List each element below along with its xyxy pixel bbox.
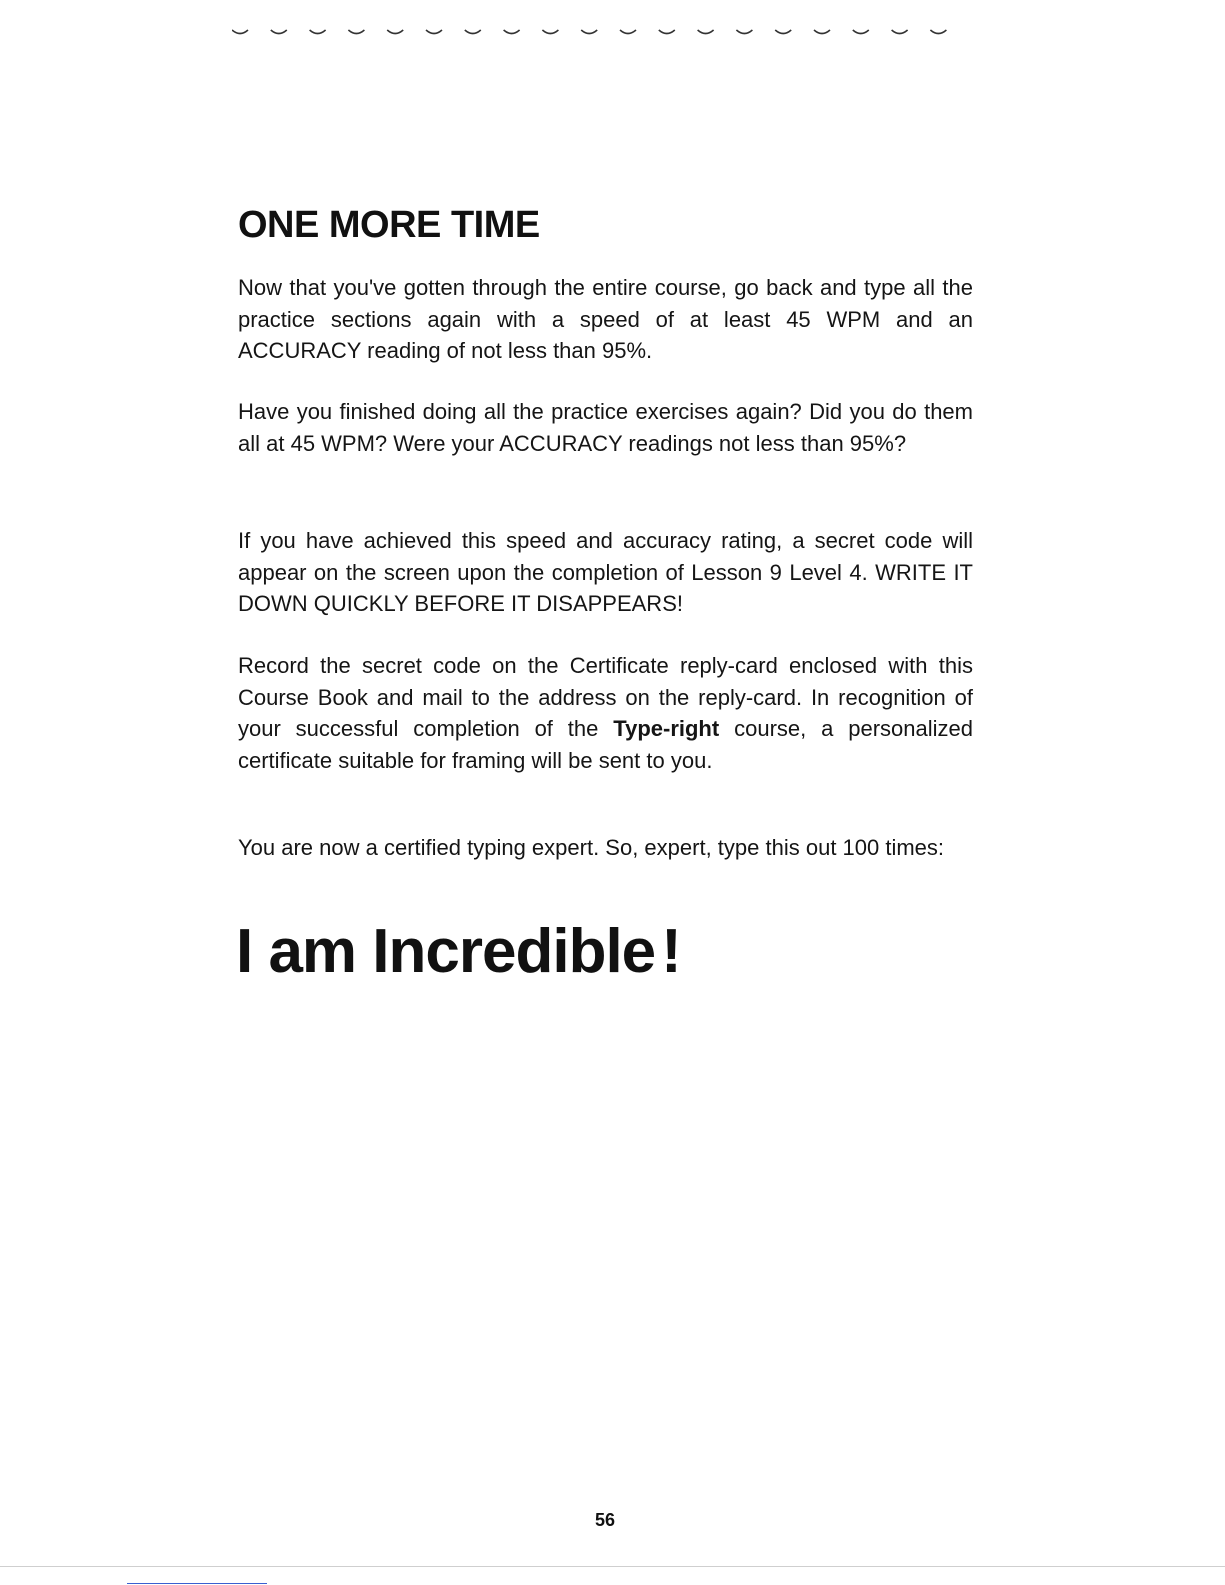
binding-mark [853,30,869,34]
binding-mark [698,30,714,34]
binding-mark [504,30,520,34]
footer-divider [0,1566,1225,1567]
binding-mark [659,30,675,34]
certificate-text-start: Record the secret code on the Certificate reply-card enclosed with this Course Book and mail to the address on the reply-card. In recognition of your successful completion of the [238,653,973,741]
binding-mark [736,30,752,34]
page-number: 56 [594,1510,616,1530]
paragraph-instructions: Now that you've gotten through the entire course, go back and type all the practice sections again with a speed of at least 45 WPM and an ACCURACY reading of not less than 95%. [238,275,973,363]
binding-mark [465,30,481,34]
binding-marks-decoration [232,24,972,44]
binding-mark [775,30,791,34]
binding-mark [310,30,326,34]
footer-link-underline [127,1583,267,1584]
binding-mark [581,30,597,34]
incredible-phrase-text: I am Incredible [236,917,656,986]
binding-mark [814,30,830,34]
binding-mark [892,30,908,34]
binding-mark [271,30,287,34]
paragraph-certificate [238,650,973,776]
certificate-text-end: course, a personalized certificate suitable for framing will be sent to you. [238,716,974,773]
binding-mark [620,30,636,34]
incredible-phrase-punct: ! [661,917,681,986]
paragraph-secret-code: If you have achieved this speed and accuracy rating, a secret code will appear on the screen upon the completion of Lesson 9 Level 4. WRITE IT DOWN QUICKLY BEFORE IT DISAPPEARS! [238,528,973,616]
course-name: Type-right [613,716,720,741]
binding-mark [542,30,558,34]
paragraph-expert: You are now a certified typing expert. So, expert, type this out 100 times: [238,835,945,860]
incredible-phrase [236,916,681,987]
binding-mark [930,30,946,34]
paragraph-questions: Have you finished doing all the practice exercises again? Did you do them all at 45 WPM? Were your ACCURACY readings not less than 95%? [238,399,973,456]
binding-mark [387,30,403,34]
page-title: ONE MORE TIME [238,204,540,246]
binding-mark [426,30,442,34]
binding-mark [348,30,364,34]
binding-mark [232,30,248,34]
